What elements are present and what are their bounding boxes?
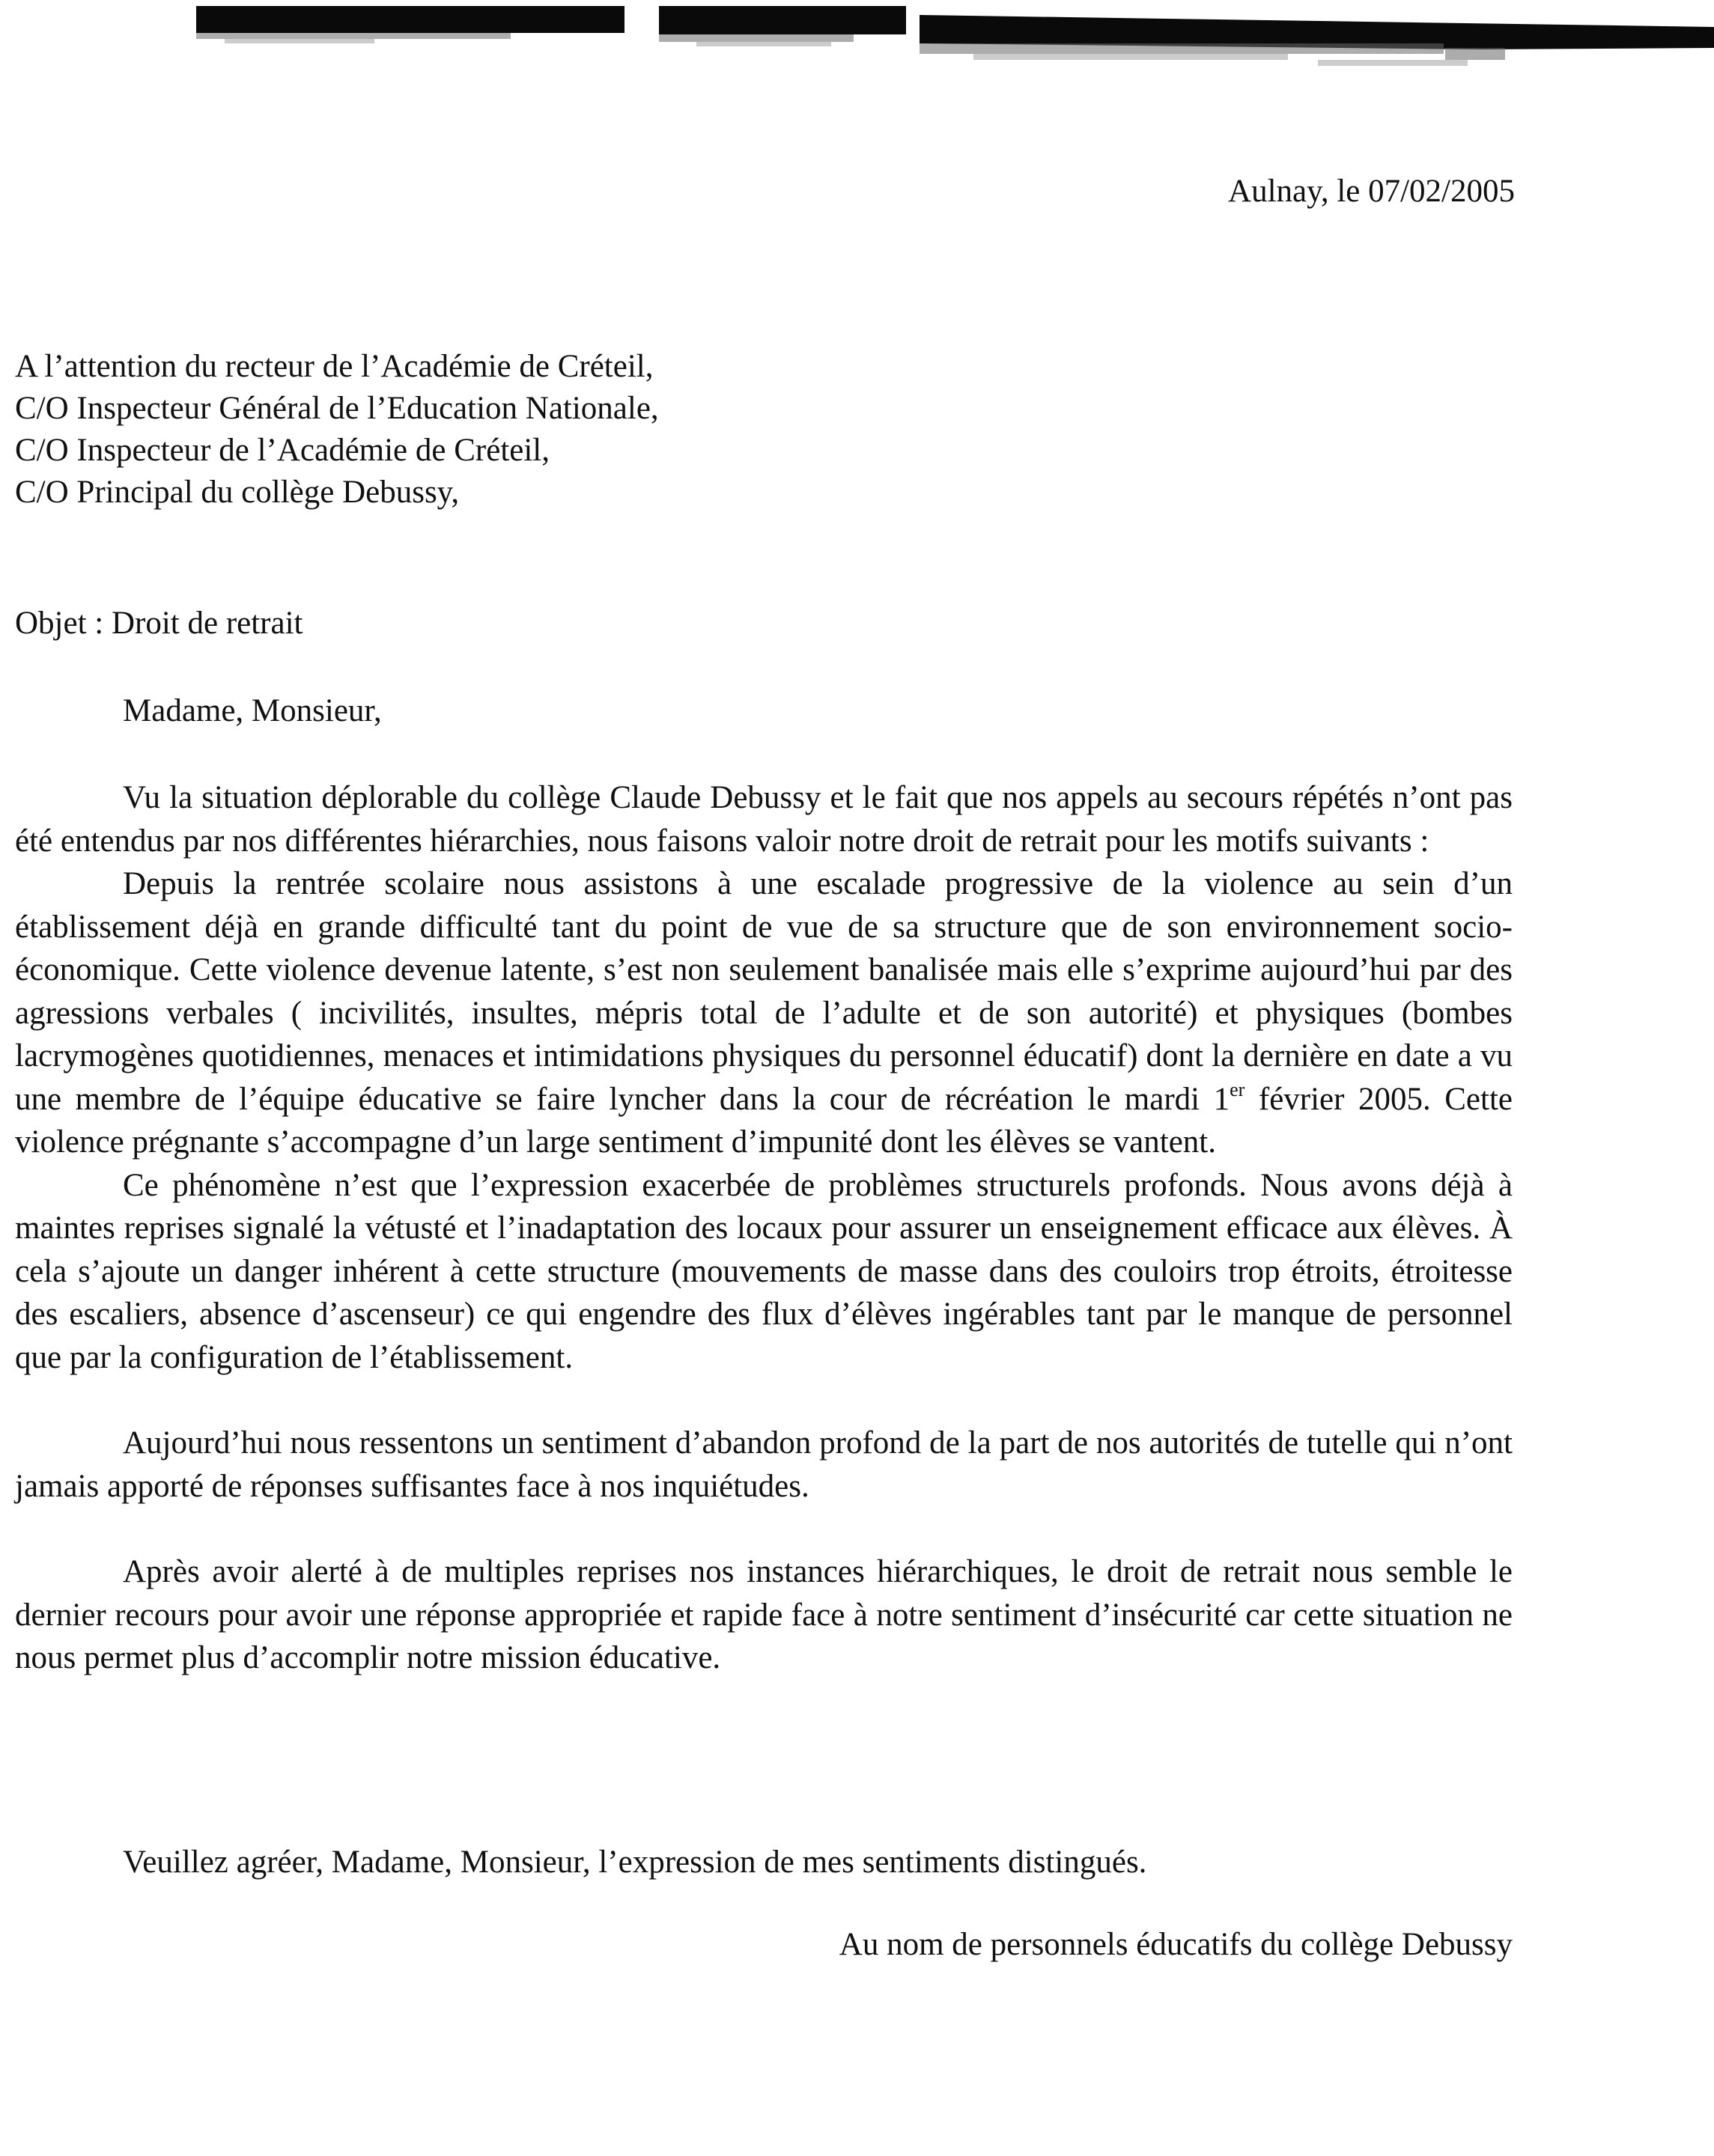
paragraph-violence-text-end: février 2005. Cette violence prégnante s’accompagne d’un large sentiment d’impunité dont les élèves se vantent. <box>15 1081 1513 1160</box>
paragraph-last-resort: Après avoir alerté à de multiples reprises nos instances hiérarchiques, le droit de retrait nous semble le dernier recours pour avoir une réponse appropriée et rapide face à notre sentiment d’insécurité car cette situation ne nous permet plus d’accomplir notre mission éducative. <box>15 1554 1513 1675</box>
recipient-line: A l’attention du recteur de l’Académie de Créteil, <box>15 349 654 384</box>
letter-date: Aulnay, le 07/02/2005 <box>1228 174 1515 209</box>
paragraph-abandonment: Aujourd’hui nous ressentons un sentiment d’abandon profond de la part de nos autorités de tutelle qui n’ont jamais apporté de réponses suffisantes face à nos inquiétudes. <box>15 1425 1513 1504</box>
recipient-line: C/O Inspecteur Général de l’Education Nationale, <box>15 391 659 426</box>
closing-formula: Veuillez agréer, Madame, Monsieur, l’expression de mes sentiments distingués. <box>123 1845 1147 1880</box>
letter-body <box>15 776 1513 1680</box>
paragraph-intro: Vu la situation déplorable du collège Claude Debussy et le fait que nos appels au secours répétés n’ont pas été entendus par nos différentes hiérarchies, nous faisons valoir notre droit de retrait pour les motifs suivants : <box>15 780 1513 859</box>
salutation: Madame, Monsieur, <box>123 693 382 728</box>
recipient-block <box>15 346 659 514</box>
signature: Au nom de personnels éducatifs du collège Debussy <box>839 1927 1513 1962</box>
letter-subject: Objet : Droit de retrait <box>15 606 303 641</box>
ordinal-superscript: er <box>1230 1078 1245 1100</box>
recipient-line: C/O Inspecteur de l’Académie de Créteil, <box>15 433 550 468</box>
paragraph-structure: Ce phénomène n’est que l’expression exacerbée de problèmes structurels profonds. Nous avons déjà à maintes reprises signalé la vétusté et l’inadaptation des locaux pour assurer un enseignement efficace aux élèves. À cela s’ajoute un danger inhérent à cette structure (mouvements de masse dans des couloirs trop étroits, étroitesse des escaliers, absence d’ascenseur) ce qui engendre des flux d’élèves ingérables tant par le manque de personnel que par la configuration de l’établissement. <box>15 1167 1513 1375</box>
redacted-header <box>0 0 1714 105</box>
recipient-line: C/O Principal du collège Debussy, <box>15 475 460 510</box>
paragraph-violence <box>15 862 1513 1164</box>
paragraph-violence-text: Depuis la rentrée scolaire nous assistons à une escalade progressive de la violence au sein d’un établissement déjà en grande difficulté tant du point de vue de sa structure que de son environnement socio-économique. Cette violence devenue latente, s’est non seulement banalisée mais elle s’exprime aujourd’hui par des agressions verbales ( incivilités, insultes, mépris total de l’adulte et de son autorité) et physiques (bombes lacrymogènes quotidiennes, menaces et intimidations physiques du personnel éducatif) dont la dernière en date a vu une membre de l’équipe éducative se faire lyncher dans la cour de récréation le mardi 1 <box>15 866 1513 1117</box>
